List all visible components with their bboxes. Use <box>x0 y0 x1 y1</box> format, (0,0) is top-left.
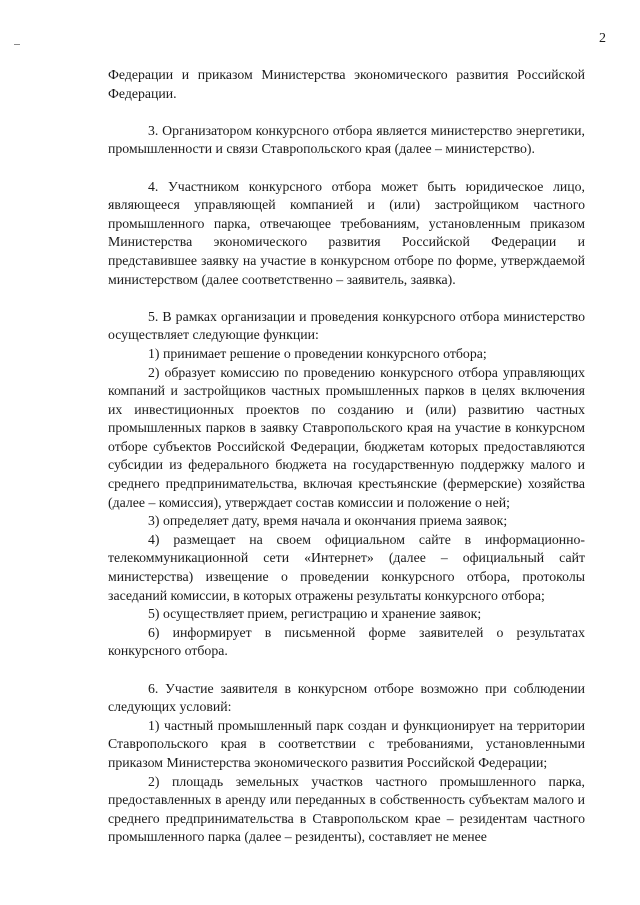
paragraph-continuation: Федерации и приказом Министерства экономического развития Российской Федерации. <box>108 67 585 101</box>
paragraph-6-item-1: 1) частный промышленный парк создан и функционирует на территории Ставропольского края в соответствии с требованиями, установленными приказом Министерства экономического развития Российской Федерации; <box>108 717 585 770</box>
paragraph-5-item-6: 6) информирует в письменной форме заявителей о результатах конкурсного отбора. <box>108 624 585 659</box>
paragraph-5-item-1: 1) принимает решение о проведении конкурсного отбора; <box>148 345 487 361</box>
paragraph-5-item-3: 3) определяет дату, время начала и окончания приема заявок; <box>148 513 508 529</box>
margin-mark <box>14 44 20 45</box>
paragraph-3: 3. Организатором конкурсного отбора является министерство энергетики, промышленности и связи Ставропольского края (далее – министерство). <box>108 122 585 157</box>
paragraph-5: 5. В рамках организации и проведения конкурсного отбора министерство осуществляет следующие функции: <box>108 308 585 343</box>
paragraph-6-item-2: 2) площадь земельных участков частного промышленного парка, предоставленных в аренду или переданных в собственность субъектам малого и среднего предпринимательства в Ставропольском крае – резидентам частного промышленного парка (далее – резиденты), составляет не менее <box>108 773 585 845</box>
paragraph-4: 4. Участником конкурсного отбора может быть юридическое лицо, являющееся управляющей компанией и (или) застройщиком частного промышленного парка, отвечающее требованиям, установленным приказом Министерства экономического развития Российской Федерации и представившее заявку на участие в конкурсном отборе по форме, утверждаемой министерством (далее соответственно – заявитель, заявка). <box>108 178 585 287</box>
paragraph-5-item-4: 4) размещает на своем официальном сайте в информационно-телекоммуникационной сети «Интернет» (далее – официальный сайт министерства) извещение о проведении конкурсного отбора, протоколы заседаний комиссии, в которых отражены результаты конкурсного отбора; <box>108 531 585 603</box>
paragraph-6: 6. Участие заявителя в конкурсном отборе возможно при соблюдении следующих условий: <box>108 680 585 715</box>
paragraph-5-item-2: 2) образует комиссию по проведению конкурсного отбора управляющих компаний и застройщиков частных промышленных парков в целях включения их инвестиционных проектов по созданию и (или) развитию частных промышленных парков в заявку Ставропольского края на участие в конкурсном отборе субъектов Российской Федерации, бюджетам которых предоставляются субсидии из федерального бюджета на государственную поддержку малого и среднего предпринимательства, включая крестьянские (фермерские) хозяйства (далее – комиссия), утверждает состав комиссии и положение о ней; <box>108 364 585 510</box>
paragraph-5-item-5: 5) осуществляет прием, регистрацию и хранение заявок; <box>148 606 482 622</box>
page-number: 2 <box>599 31 606 46</box>
